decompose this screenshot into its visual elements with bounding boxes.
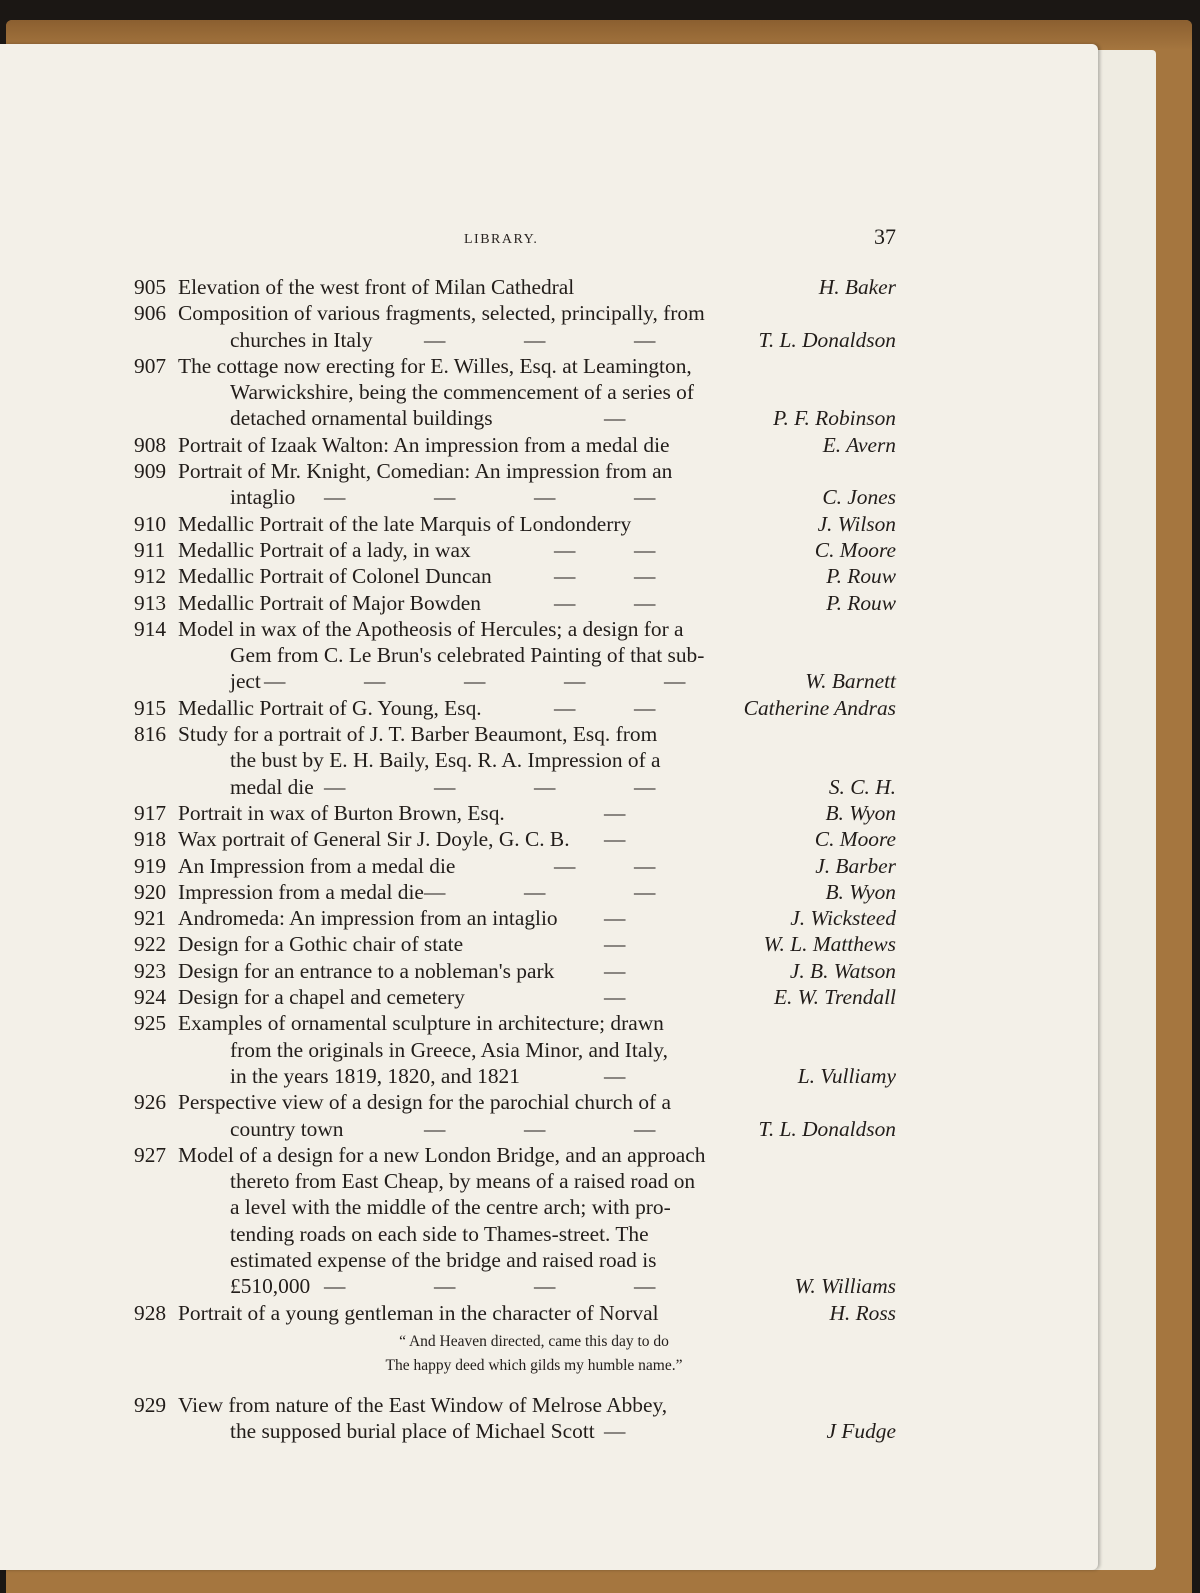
leader-dash: — — [434, 774, 456, 799]
leader-dashes — [134, 590, 896, 616]
entry-number: 920 — [134, 879, 167, 904]
leader-dash: — — [324, 485, 346, 510]
entry-number: 924 — [134, 985, 167, 1010]
entry-line — [134, 1247, 896, 1273]
entry-line — [134, 327, 896, 353]
entry-number: 906 — [134, 301, 167, 326]
entry-description: Portrait of Izaak Walton: An impression from a medal die — [178, 432, 670, 457]
entry-line — [134, 668, 896, 694]
entry-description: Portrait of a young gentleman in the character of Norval — [178, 1300, 659, 1325]
running-head: LIBRARY. — [464, 232, 539, 247]
catalogue-entry — [134, 931, 896, 957]
leader-dash: — — [464, 669, 486, 694]
leader-dash: — — [524, 879, 546, 904]
entry-number: 928 — [134, 1300, 167, 1325]
entry-number: 910 — [134, 511, 167, 536]
entry-artist: Catherine Andras — [743, 695, 896, 720]
entry-description: Model of a design for a new London Bridge, and an approach — [178, 1142, 706, 1167]
catalogue-entry — [134, 695, 896, 721]
leader-dash: — — [554, 695, 576, 720]
entry-description: a level with the middle of the centre arch; with pro- — [230, 1195, 671, 1220]
leader-dash: — — [524, 1116, 546, 1141]
entry-number: 923 — [134, 958, 167, 983]
book-page — [0, 44, 1098, 1570]
leader-dash: — — [534, 485, 556, 510]
catalogue-entry — [134, 590, 896, 616]
catalogue-entry — [134, 721, 896, 800]
entry-description: Elevation of the west front of Milan Cathedral — [178, 275, 575, 299]
entry-line — [134, 931, 896, 957]
entry-line — [134, 774, 896, 800]
leader-dashes — [134, 774, 896, 800]
entry-line — [134, 563, 896, 589]
verse-quote-line: “ And Heaven directed, came this day to do — [399, 1332, 669, 1350]
leader-dash: — — [524, 327, 546, 352]
entry-line — [134, 1037, 896, 1063]
entry-line — [134, 300, 896, 326]
leader-dash: — — [264, 669, 286, 694]
leader-dashes — [134, 484, 896, 510]
leader-dash: — — [604, 985, 626, 1010]
entry-line — [134, 274, 896, 300]
entry-description: from the originals in Greece, Asia Minor, and Italy, — [230, 1037, 668, 1062]
entry-line — [134, 747, 896, 773]
leader-dashes — [134, 1273, 896, 1299]
entry-line — [134, 642, 896, 668]
entry-description: tending roads on each side to Thames-street. The — [230, 1221, 649, 1246]
entry-artist: E. Avern — [822, 432, 896, 457]
leader-dashes — [134, 563, 896, 589]
entry-number: 929 — [134, 1392, 167, 1417]
leader-dashes — [134, 853, 896, 879]
entry-description: country town — [230, 1116, 344, 1141]
entry-line — [134, 721, 896, 747]
entry-description: in the years 1819, 1820, and 1821 — [230, 1063, 520, 1088]
entry-artist: T. L. Donaldson — [758, 1116, 896, 1141]
catalogue-entry — [134, 905, 896, 931]
entry-line — [134, 537, 896, 563]
entry-description: Design for a chapel and cemetery — [178, 985, 465, 1010]
entry-description: thereto from East Cheap, by means of a raised road on — [230, 1169, 696, 1194]
entry-line — [134, 1194, 896, 1220]
page-header — [134, 224, 896, 258]
leader-dash: — — [634, 537, 656, 562]
catalogue-entry — [134, 853, 896, 879]
leader-dash: — — [634, 590, 656, 615]
catalogue-entry — [134, 879, 896, 905]
leader-dash: — — [664, 669, 686, 694]
entry-line — [134, 1300, 896, 1326]
entry-description: Medallic Portrait of G. Young, Esq. — [178, 695, 482, 720]
entry-description: Wax portrait of General Sir J. Doyle, G. C. B. — [178, 827, 570, 852]
entry-number: 922 — [134, 932, 167, 957]
entry-line — [134, 1418, 896, 1444]
entry-description: Medallic Portrait of Major Bowden — [178, 590, 481, 615]
entry-description: Design for an entrance to a nobleman's park — [178, 958, 555, 983]
entry-number: 918 — [134, 827, 167, 852]
entry-description: medal die — [230, 774, 314, 799]
leader-dash: — — [424, 879, 446, 904]
entry-description: Medallic Portrait of the late Marquis of Londonderry — [178, 511, 632, 536]
entry-description: Warwickshire, being the commencement of a series of — [230, 380, 694, 405]
entry-line — [134, 616, 896, 642]
entry-description: Design for a Gothic chair of state — [178, 932, 464, 957]
entry-artist: T. L. Donaldson — [758, 327, 896, 352]
entry-line — [134, 405, 896, 431]
leader-dashes — [134, 905, 896, 931]
entry-number: 921 — [134, 906, 167, 931]
leader-dash: — — [634, 774, 656, 799]
leader-dash: — — [604, 406, 626, 431]
entry-description: View from nature of the East Window of Melrose Abbey, — [178, 1392, 668, 1417]
catalogue-entry — [134, 826, 896, 852]
leader-dash: — — [634, 1116, 656, 1141]
entry-description: the bust by E. H. Baily, Esq. R. A. Impression of a — [230, 748, 661, 773]
entry-number: 913 — [134, 590, 167, 615]
entry-line — [134, 826, 896, 852]
catalogue-entry — [134, 458, 896, 511]
catalogue-entry — [134, 1300, 896, 1392]
leader-dash: — — [604, 1419, 626, 1444]
leader-dash: — — [424, 327, 446, 352]
leader-dash: — — [634, 327, 656, 352]
entry-line — [134, 511, 896, 537]
leader-dashes — [134, 879, 896, 905]
leader-dash: — — [554, 590, 576, 615]
leader-dash: — — [534, 774, 556, 799]
entry-line — [134, 590, 896, 616]
leader-dashes — [134, 800, 896, 826]
entry-description: Gem from C. Le Brun's celebrated Painting of that sub- — [230, 643, 705, 668]
entry-artist: S. C. H. — [828, 774, 896, 799]
entry-description: ject — [230, 669, 261, 694]
entry-artist: C. Moore — [814, 827, 896, 852]
leader-dash: — — [604, 932, 626, 957]
entry-line — [134, 1392, 896, 1418]
entry-line — [134, 1116, 896, 1142]
entry-description: The cottage now erecting for E. Willes, Esq. at Leamington, — [178, 353, 692, 378]
entry-artist: P. Rouw — [826, 564, 896, 589]
entry-number: 911 — [134, 537, 166, 562]
entry-number: 914 — [134, 616, 167, 641]
catalogue-entry — [134, 984, 896, 1010]
leader-dash: — — [364, 669, 386, 694]
entry-artist: L. Vulliamy — [797, 1063, 896, 1088]
entry-description: Model in wax of the Apotheosis of Hercules; a design for a — [178, 616, 684, 641]
leader-dash: — — [324, 774, 346, 799]
catalogue-entry — [134, 616, 896, 695]
entry-line — [134, 379, 896, 405]
entry-line — [134, 958, 896, 984]
leader-dash: — — [604, 958, 626, 983]
entry-artist: C. Moore — [814, 537, 896, 562]
entry-description: the supposed burial place of Michael Scott — [230, 1419, 595, 1444]
leader-dashes — [134, 826, 896, 852]
entry-artist: W. Barnett — [805, 669, 896, 694]
entry-number: 926 — [134, 1090, 167, 1115]
entry-description: An Impression from a medal die — [178, 853, 456, 878]
entry-artist: J. Wicksteed — [790, 906, 896, 931]
catalogue-entry — [134, 958, 896, 984]
entry-description: Impression from a medal die — [178, 879, 424, 904]
entry-line — [134, 879, 896, 905]
catalogue-entry — [134, 511, 896, 537]
leader-dash: — — [554, 564, 576, 589]
catalogue-entry — [134, 274, 896, 300]
catalogue-entry — [134, 537, 896, 563]
entry-line — [134, 432, 896, 458]
entry-line — [134, 1168, 896, 1194]
leader-dash: — — [434, 1274, 456, 1299]
entry-line — [134, 1010, 896, 1036]
catalogue-entry — [134, 1142, 896, 1300]
entry-line — [134, 1089, 896, 1115]
entry-number: 908 — [134, 432, 167, 457]
entry-description: Medallic Portrait of Colonel Duncan — [178, 564, 492, 589]
entry-description: Perspective view of a design for the parochial church of a — [178, 1090, 671, 1115]
entry-number: 909 — [134, 459, 167, 484]
entry-artist: J. Wilson — [817, 511, 896, 536]
entry-line — [134, 800, 896, 826]
leader-dashes — [134, 668, 896, 694]
entry-number: 915 — [134, 695, 167, 720]
entry-line — [134, 353, 896, 379]
entry-number: 919 — [134, 853, 167, 878]
leader-dash: — — [554, 537, 576, 562]
verse-quote-line: The happy deed which gilds my humble name.” — [385, 1356, 683, 1374]
entry-line — [134, 1221, 896, 1247]
catalogue-entry — [134, 800, 896, 826]
entry-description: intaglio — [230, 485, 296, 510]
entry-artist: W. L. Matthews — [763, 932, 896, 957]
catalogue-entry — [134, 432, 896, 458]
entry-artist: E. W. Trendall — [773, 985, 896, 1010]
catalogue-entry — [134, 353, 896, 432]
leader-dash: — — [324, 1274, 346, 1299]
entry-line — [134, 905, 896, 931]
entry-artist: W. Williams — [794, 1274, 896, 1299]
entry-description: Study for a portrait of J. T. Barber Beaumont, Esq. from — [178, 722, 658, 747]
entry-artist: P. Rouw — [826, 590, 896, 615]
catalogue-entry — [134, 1392, 896, 1445]
catalogue-entry — [134, 1010, 896, 1089]
leader-dash: — — [634, 1274, 656, 1299]
entry-line — [134, 1063, 896, 1089]
entry-description: Andromeda: An impression from an intaglio — [178, 906, 558, 931]
entry-description: Portrait in wax of Burton Brown, Esq. — [178, 800, 505, 825]
entry-artist: H. Baker — [818, 275, 896, 299]
leader-dash: — — [554, 853, 576, 878]
leader-dash: — — [604, 1063, 626, 1088]
leader-dash: — — [604, 906, 626, 931]
entry-line — [134, 1273, 896, 1299]
leader-dash: — — [634, 853, 656, 878]
leader-dashes — [134, 1063, 896, 1089]
entry-artist: B. Wyon — [825, 800, 896, 825]
entry-description: Portrait of Mr. Knight, Comedian: An impression from an — [178, 459, 673, 484]
entry-line — [134, 984, 896, 1010]
leader-dashes — [134, 958, 896, 984]
leader-dash: — — [534, 1274, 556, 1299]
leader-dash: — — [424, 1116, 446, 1141]
entry-number: 925 — [134, 1011, 167, 1036]
entry-artist: J. B. Watson — [789, 958, 896, 983]
entry-artist: H. Ross — [829, 1300, 896, 1325]
entry-line — [134, 1142, 896, 1168]
entry-number: 927 — [134, 1142, 167, 1167]
entry-line — [134, 484, 896, 510]
entry-number: 917 — [134, 800, 167, 825]
entry-number: 905 — [134, 275, 167, 299]
entry-description: estimated expense of the bridge and raised road is — [230, 1247, 657, 1272]
leader-dash: — — [634, 695, 656, 720]
entry-line — [134, 458, 896, 484]
leader-dash: — — [604, 827, 626, 852]
leader-dashes — [134, 537, 896, 563]
page-number: 37 — [874, 224, 896, 249]
catalogue-entry — [134, 300, 896, 353]
entry-description: Composition of various fragments, selected, principally, from — [178, 301, 705, 326]
leader-dash: — — [634, 485, 656, 510]
entry-number: 912 — [134, 564, 167, 589]
entry-description: Examples of ornamental sculpture in architecture; drawn — [178, 1011, 664, 1036]
entry-description: Medallic Portrait of a lady, in wax — [178, 537, 471, 562]
leader-dash: — — [604, 800, 626, 825]
entry-line — [134, 695, 896, 721]
leader-dash: — — [634, 879, 656, 904]
leader-dash: — — [634, 564, 656, 589]
entry-artist: J Fudge — [826, 1419, 896, 1444]
entry-description: £510,000 — [230, 1274, 311, 1299]
entry-artist: C. Jones — [822, 485, 896, 510]
entry-line — [134, 853, 896, 879]
entry-artist: J. Barber — [815, 853, 896, 878]
entry-description: detached ornamental buildings — [230, 406, 493, 431]
entry-description: churches in Italy — [230, 327, 373, 352]
leader-dash: — — [434, 485, 456, 510]
entry-artist: B. Wyon — [825, 879, 896, 904]
leader-dashes — [134, 1418, 896, 1444]
catalogue-entry — [134, 563, 896, 589]
leader-dash: — — [564, 669, 586, 694]
catalogue-entry — [134, 1089, 896, 1142]
catalogue-list — [134, 274, 896, 1444]
entry-number: 816 — [134, 722, 167, 747]
entry-number: 907 — [134, 353, 167, 378]
entry-artist: P. F. Robinson — [773, 406, 896, 431]
